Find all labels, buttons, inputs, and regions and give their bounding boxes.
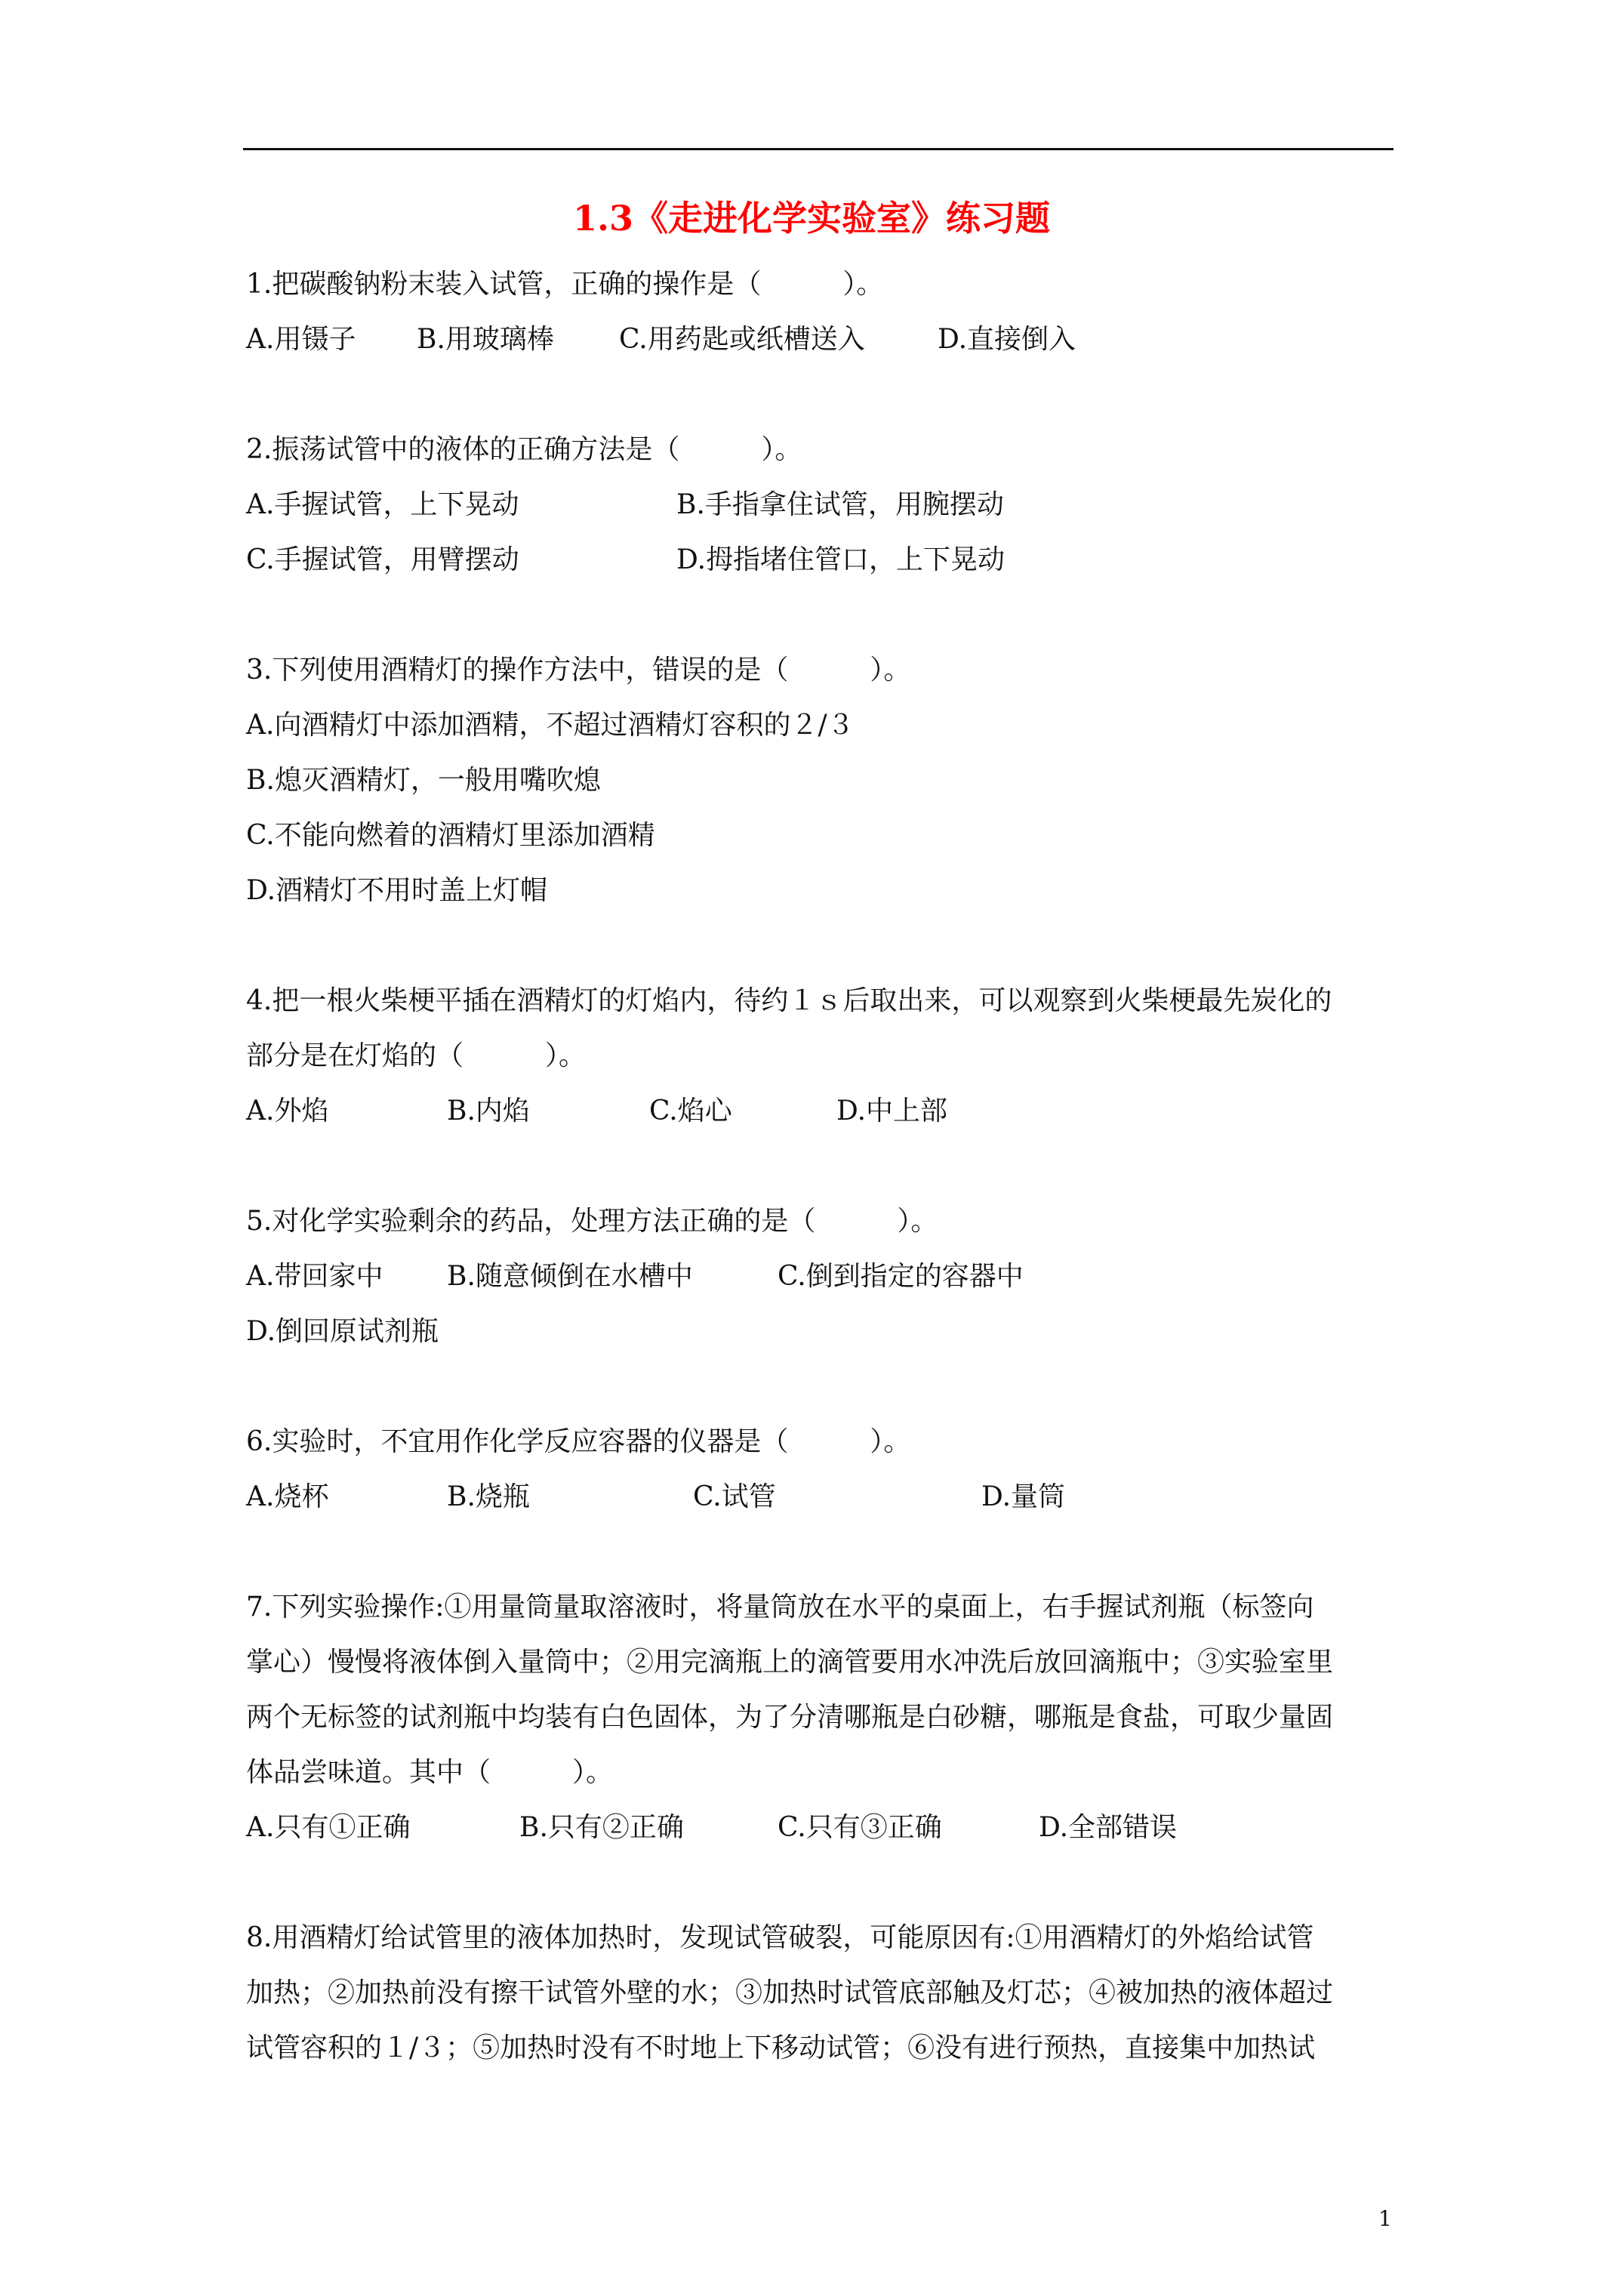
header-rule bbox=[243, 148, 1394, 150]
q7-option-d: D.全部错误 bbox=[1039, 1812, 1178, 1843]
q2-option-d: D.拇指堵住管口，上下晃动 bbox=[676, 544, 1006, 575]
q5-option-a: A.带回家中 bbox=[246, 1261, 383, 1292]
q1-option-a: A.用镊子 bbox=[246, 324, 356, 355]
question-5-stem: 5.对化学实验剩余的药品，处理方法正确的是（ ）。 bbox=[246, 1206, 938, 1237]
q4-option-d: D.中上部 bbox=[836, 1096, 948, 1126]
question-8-stem-line-2: 加热；②加热前没有擦干试管外壁的水；③加热时试管底部触及灯芯；④被加热的液体超过 bbox=[246, 1977, 1334, 2008]
q4-option-c: C.焰心 bbox=[649, 1096, 732, 1126]
q5-option-d: D.倒回原试剂瓶 bbox=[246, 1316, 439, 1347]
question-4-stem-line-2: 部分是在灯焰的（ ）。 bbox=[246, 1040, 587, 1071]
question-4-stem-line-1: 4.把一根火柴梗平插在酒精灯的灯焰内，待约１ｓ后取出来，可以观察到火柴梗最先炭化的 bbox=[246, 985, 1332, 1016]
q2-option-c: C.手握试管，用臂摆动 bbox=[246, 544, 519, 575]
q3-option-b: B.熄灭酒精灯，一般用嘴吹熄 bbox=[246, 765, 601, 796]
question-2-stem: 2.振荡试管中的液体的正确方法是（ ）。 bbox=[246, 434, 802, 465]
question-7-stem-line-1: 7.下列实验操作:①用量筒量取溶液时，将量筒放在水平的桌面上，右手握试剂瓶（标签向 bbox=[246, 1592, 1314, 1623]
q6-option-b: B.烧瓶 bbox=[447, 1481, 530, 1512]
q2-option-b: B.手指拿住试管，用腕摆动 bbox=[676, 489, 1004, 520]
question-3-stem: 3.下列使用酒精灯的操作方法中，错误的是（ ）。 bbox=[246, 655, 911, 686]
page-title: 1.3《走进化学实验室》练习题 bbox=[572, 198, 1051, 239]
question-7-stem-line-3: 两个无标签的试剂瓶中均装有白色固体，为了分清哪瓶是白砂糖，哪瓶是食盐，可取少量固 bbox=[246, 1702, 1334, 1733]
q6-option-a: A.烧杯 bbox=[246, 1481, 329, 1512]
question-8-stem-line-3: 试管容积的１/３；⑤加热时没有不时地上下移动试管；⑥没有进行预热，直接集中加热试 bbox=[246, 2032, 1316, 2063]
question-1-stem: 1.把碳酸钠粉末装入试管，正确的操作是（ ）。 bbox=[246, 269, 884, 300]
q6-option-d: D.量筒 bbox=[981, 1481, 1066, 1512]
question-6-stem: 6.实验时，不宜用作化学反应容器的仪器是（ ）。 bbox=[246, 1426, 911, 1457]
page-number: 1 bbox=[1378, 2206, 1392, 2231]
q4-option-b: B.内焰 bbox=[447, 1096, 530, 1126]
q3-option-a: A.向酒精灯中添加酒精，不超过酒精灯容积的２/３ bbox=[246, 710, 855, 741]
q7-option-c: C.只有③正确 bbox=[778, 1812, 942, 1843]
q4-option-a: A.外焰 bbox=[246, 1096, 329, 1126]
question-7-stem-line-4: 体品尝味道。其中（ ）。 bbox=[246, 1757, 614, 1788]
q1-option-b: B.用玻璃棒 bbox=[417, 324, 554, 355]
q2-option-a: A.手握试管，上下晃动 bbox=[246, 489, 519, 520]
q7-option-a: A.只有①正确 bbox=[246, 1812, 411, 1843]
q5-option-b: B.随意倾倒在水槽中 bbox=[447, 1261, 693, 1292]
question-7-stem-line-2: 掌心）慢慢将液体倒入量筒中；②用完滴瓶上的滴管要用水冲洗后放回滴瓶中；③实验室里 bbox=[246, 1647, 1334, 1678]
q1-option-c: C.用药匙或纸槽送入 bbox=[619, 324, 865, 355]
q3-option-c: C.不能向燃着的酒精灯里添加酒精 bbox=[246, 820, 655, 851]
q3-option-d: D.酒精灯不用时盖上灯帽 bbox=[246, 875, 548, 906]
q7-option-b: B.只有②正确 bbox=[519, 1812, 684, 1843]
q5-option-c: C.倒到指定的容器中 bbox=[778, 1261, 1024, 1292]
q1-option-d: D.直接倒入 bbox=[938, 324, 1076, 355]
question-8-stem-line-1: 8.用酒精灯给试管里的液体加热时，发现试管破裂，可能原因有:①用酒精灯的外焰给试管 bbox=[246, 1922, 1314, 1953]
q6-option-c: C.试管 bbox=[693, 1481, 776, 1512]
